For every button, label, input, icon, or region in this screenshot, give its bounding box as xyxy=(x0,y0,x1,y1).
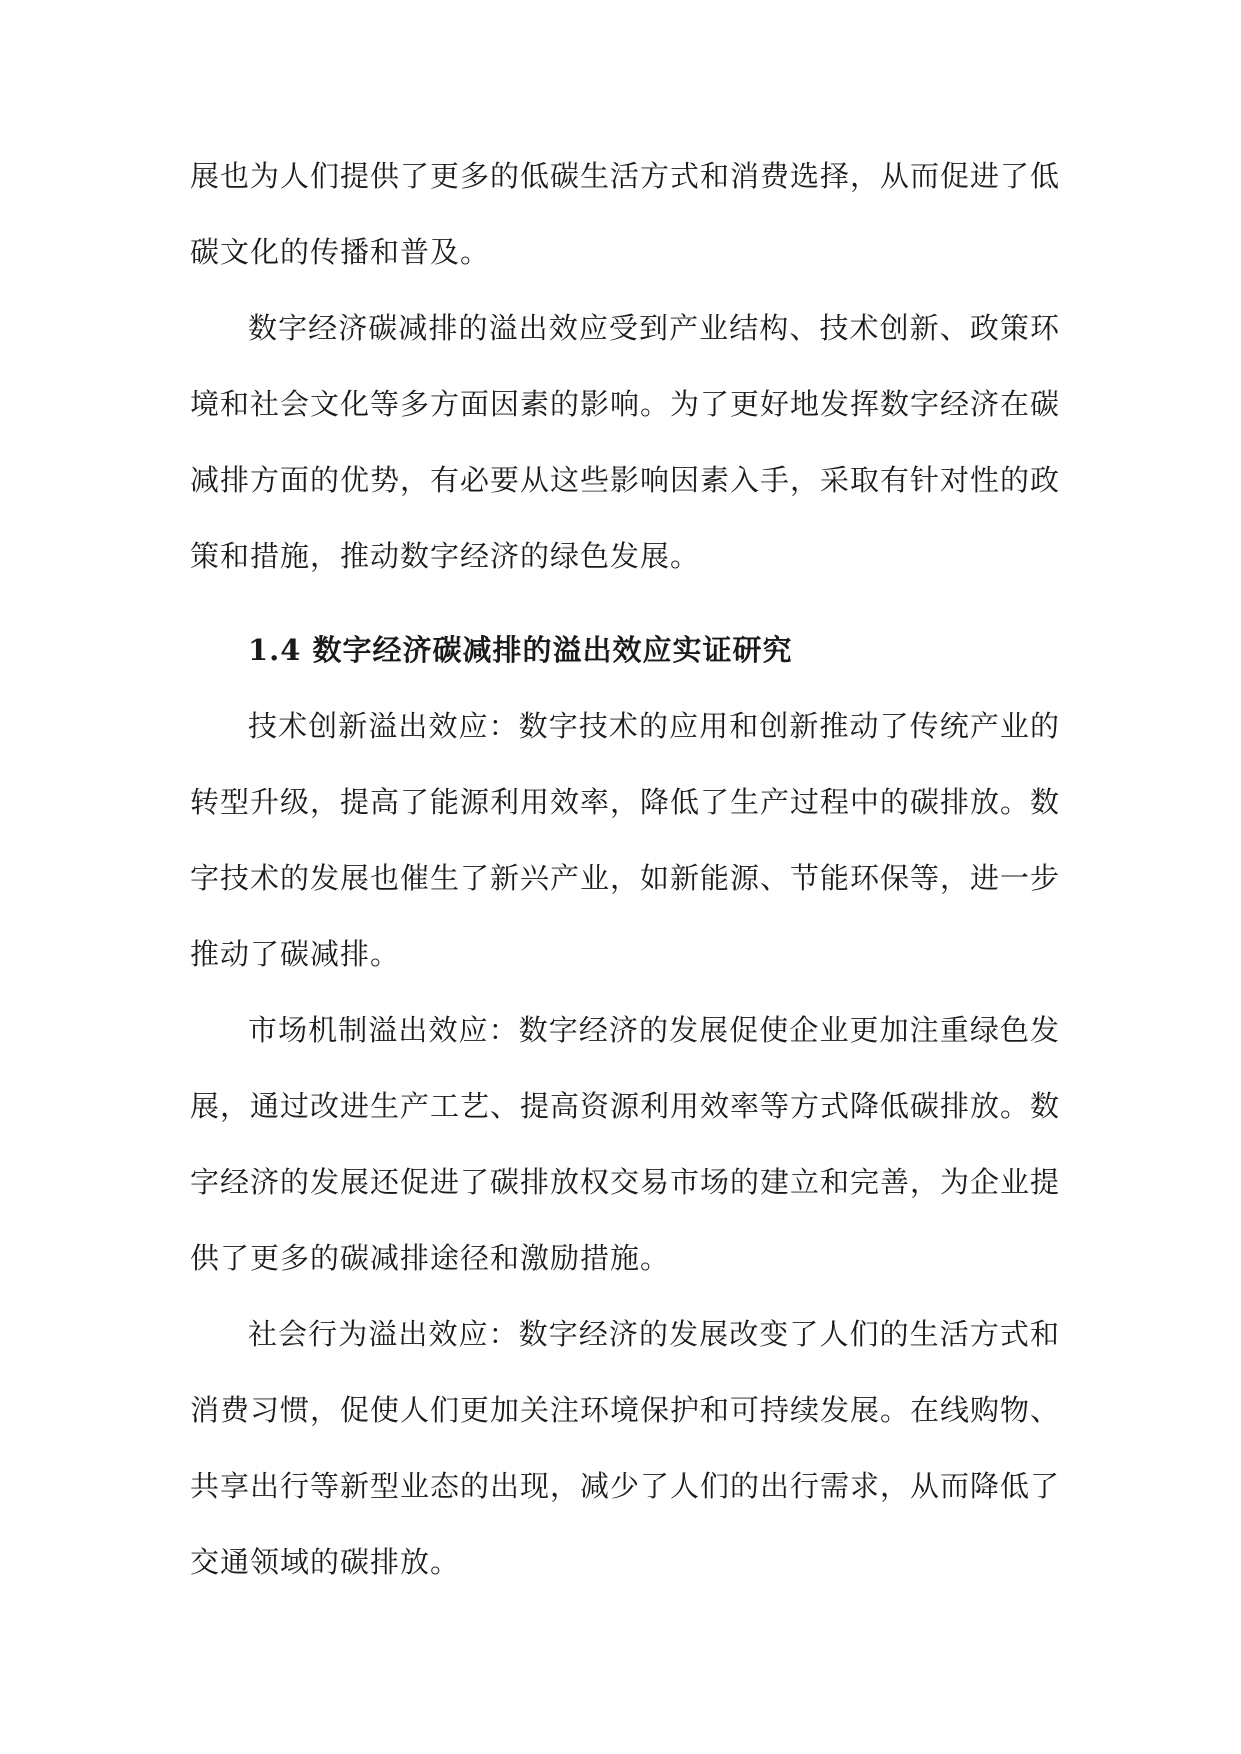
paragraph-market-mechanism: 市场机制溢出效应：数字经济的发展促使企业更加注重绿色发展，通过改进生产工艺、提高资源利用效率等方式降低碳排放。数字经济的发展还促进了碳排放权交易市场的建立和完善，为企业提供了更多的碳减排途径和激励措施。 xyxy=(190,1013,1061,1275)
paragraph-social-behavior: 社会行为溢出效应：数字经济的发展改变了人们的生活方式和消费习惯，促使人们更加关注环境保护和可持续发展。在线购物、共享出行等新型业态的出现，减少了人们的出行需求，从而降低了交通领域的碳排放。 xyxy=(190,1317,1061,1579)
paragraph-influence-factors: 数字经济碳减排的溢出效应受到产业结构、技术创新、政策环境和社会文化等多方面因素的影响。为了更好地发挥数字经济在碳减排方面的优势，有必要从这些影响因素入手，采取有针对性的政策和措施，推动数字经济的绿色发展。 xyxy=(190,311,1061,573)
paragraph-continuation: 展也为人们提供了更多的低碳生活方式和消费选择，从而促进了低碳文化的传播和普及。 xyxy=(190,159,1061,269)
paragraph-tech-innovation: 技术创新溢出效应：数字技术的应用和创新推动了传统产业的转型升级，提高了能源利用效率，降低了生产过程中的碳排放。数字技术的发展也催生了新兴产业，如新能源、节能环保等，进一步推动了碳减排。 xyxy=(190,709,1061,971)
section-heading: 1.4 数字经济碳减排的溢出效应实证研究 xyxy=(248,633,793,667)
document-body xyxy=(190,138,1060,1600)
